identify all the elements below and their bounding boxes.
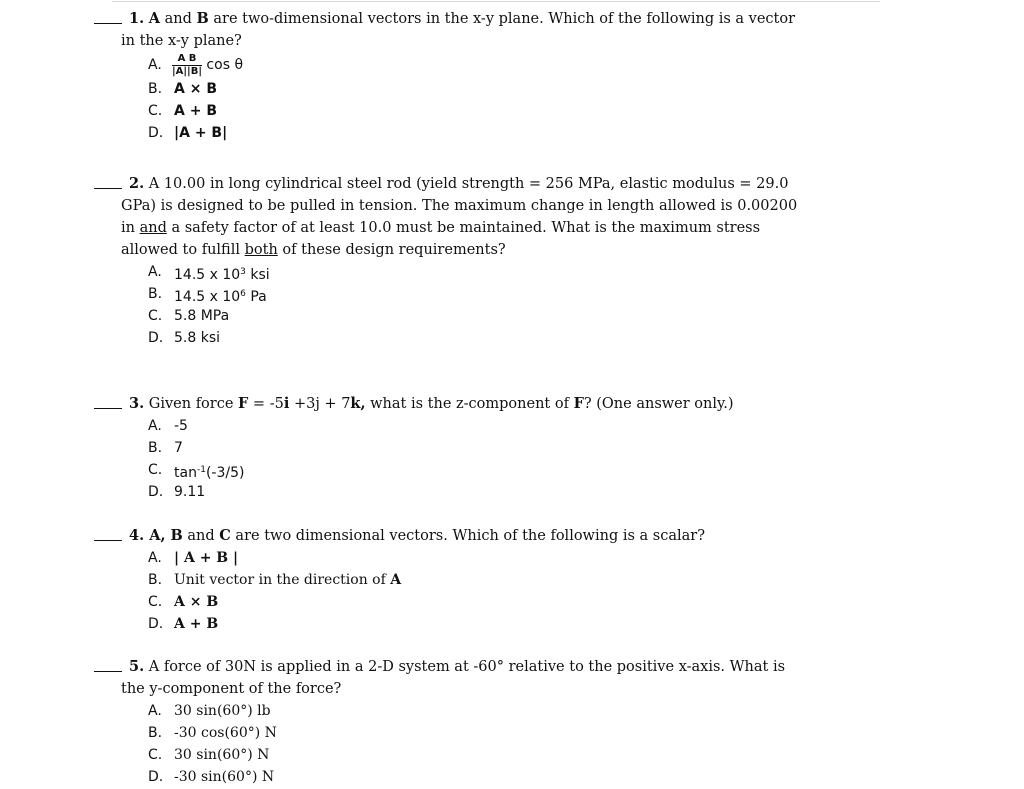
option-5c[interactable]: C. 30 sin(60°) N bbox=[148, 747, 270, 763]
question-4-text: 4. A, B and C are two dimensional vectors. Which of the following is a scalar? bbox=[129, 527, 705, 544]
option-3d[interactable]: D. 9.11 bbox=[148, 484, 206, 500]
question-2 bbox=[0, 173, 1024, 349]
option-3c[interactable]: C. $\tan^{-1}(-3/5)$ bbox=[148, 462, 245, 481]
question-4 bbox=[0, 525, 1024, 635]
answer-blank-1[interactable] bbox=[94, 23, 122, 24]
answer-blank-4[interactable] bbox=[94, 540, 122, 541]
top-divider bbox=[112, 1, 880, 2]
option-2b[interactable]: B. 14.5 x $10^6$ Pa bbox=[148, 286, 267, 305]
option-4c[interactable]: C. A × B bbox=[148, 594, 219, 610]
question-1-text: 1. A and B are two-dimensional vectors in the x-y plane. Which of the following is a vector in the x-y plane? bbox=[121, 10, 796, 49]
option-4a[interactable]: A. | A + B | bbox=[148, 550, 239, 566]
answer-blank-2[interactable] bbox=[94, 188, 122, 189]
option-2a[interactable]: A. 14.5 x $10^3$ ksi bbox=[148, 264, 270, 283]
option-1c[interactable]: C. A + B bbox=[148, 103, 217, 119]
question-2-text: 2. A 10.00 in long cylindrical steel rod (yield strength = 256 MPa, elastic modulus = 29.0 GPa) is designed to be pulled in tension. The maximum change in length allowed is 0.00200 in and a safety factor of at least 10.0 must be maintained. What is the maximum stress allowed to fulfill both of these design requirements? bbox=[121, 175, 798, 258]
option-5b[interactable]: B. -30 cos(60°) N bbox=[148, 725, 277, 741]
option-2c[interactable]: C. 5.8 MPa bbox=[148, 308, 230, 324]
option-2d[interactable]: D. 5.8 ksi bbox=[148, 330, 221, 346]
option-1a[interactable]: A. $\frac{\text{A B}}{|A||B|}$ cos θ bbox=[148, 52, 244, 77]
answer-blank-5[interactable] bbox=[94, 671, 122, 672]
option-3b[interactable]: B. 7 bbox=[148, 440, 183, 456]
option-1b[interactable]: B. A × B bbox=[148, 81, 217, 97]
option-3a[interactable]: A. -5 bbox=[148, 418, 188, 434]
question-1 bbox=[0, 8, 1024, 144]
fraction: $\frac{\text{A B}}{|A||B|}$ bbox=[172, 52, 202, 77]
option-4d[interactable]: D. A + B bbox=[148, 616, 219, 632]
question-5-text: 5. A force of 30N is applied in a 2-D system at -60° relative to the positive x-axis. What is the y-component of the force? bbox=[121, 658, 786, 697]
answer-blank-3[interactable] bbox=[94, 408, 122, 409]
option-5d[interactable]: D. -30 sin(60°) N bbox=[148, 769, 275, 785]
question-3-text: 3. Given force F = -5i +3j + 7k, what is the z-component of F? (One answer only.) bbox=[129, 395, 734, 412]
question-3 bbox=[0, 393, 1024, 503]
option-1d[interactable]: D. |A + B| bbox=[148, 125, 228, 141]
option-4b[interactable]: B. Unit vector in the direction of A bbox=[148, 572, 402, 588]
question-5 bbox=[0, 656, 1024, 788]
option-5a[interactable]: A. 30 sin(60°) lb bbox=[148, 703, 271, 719]
